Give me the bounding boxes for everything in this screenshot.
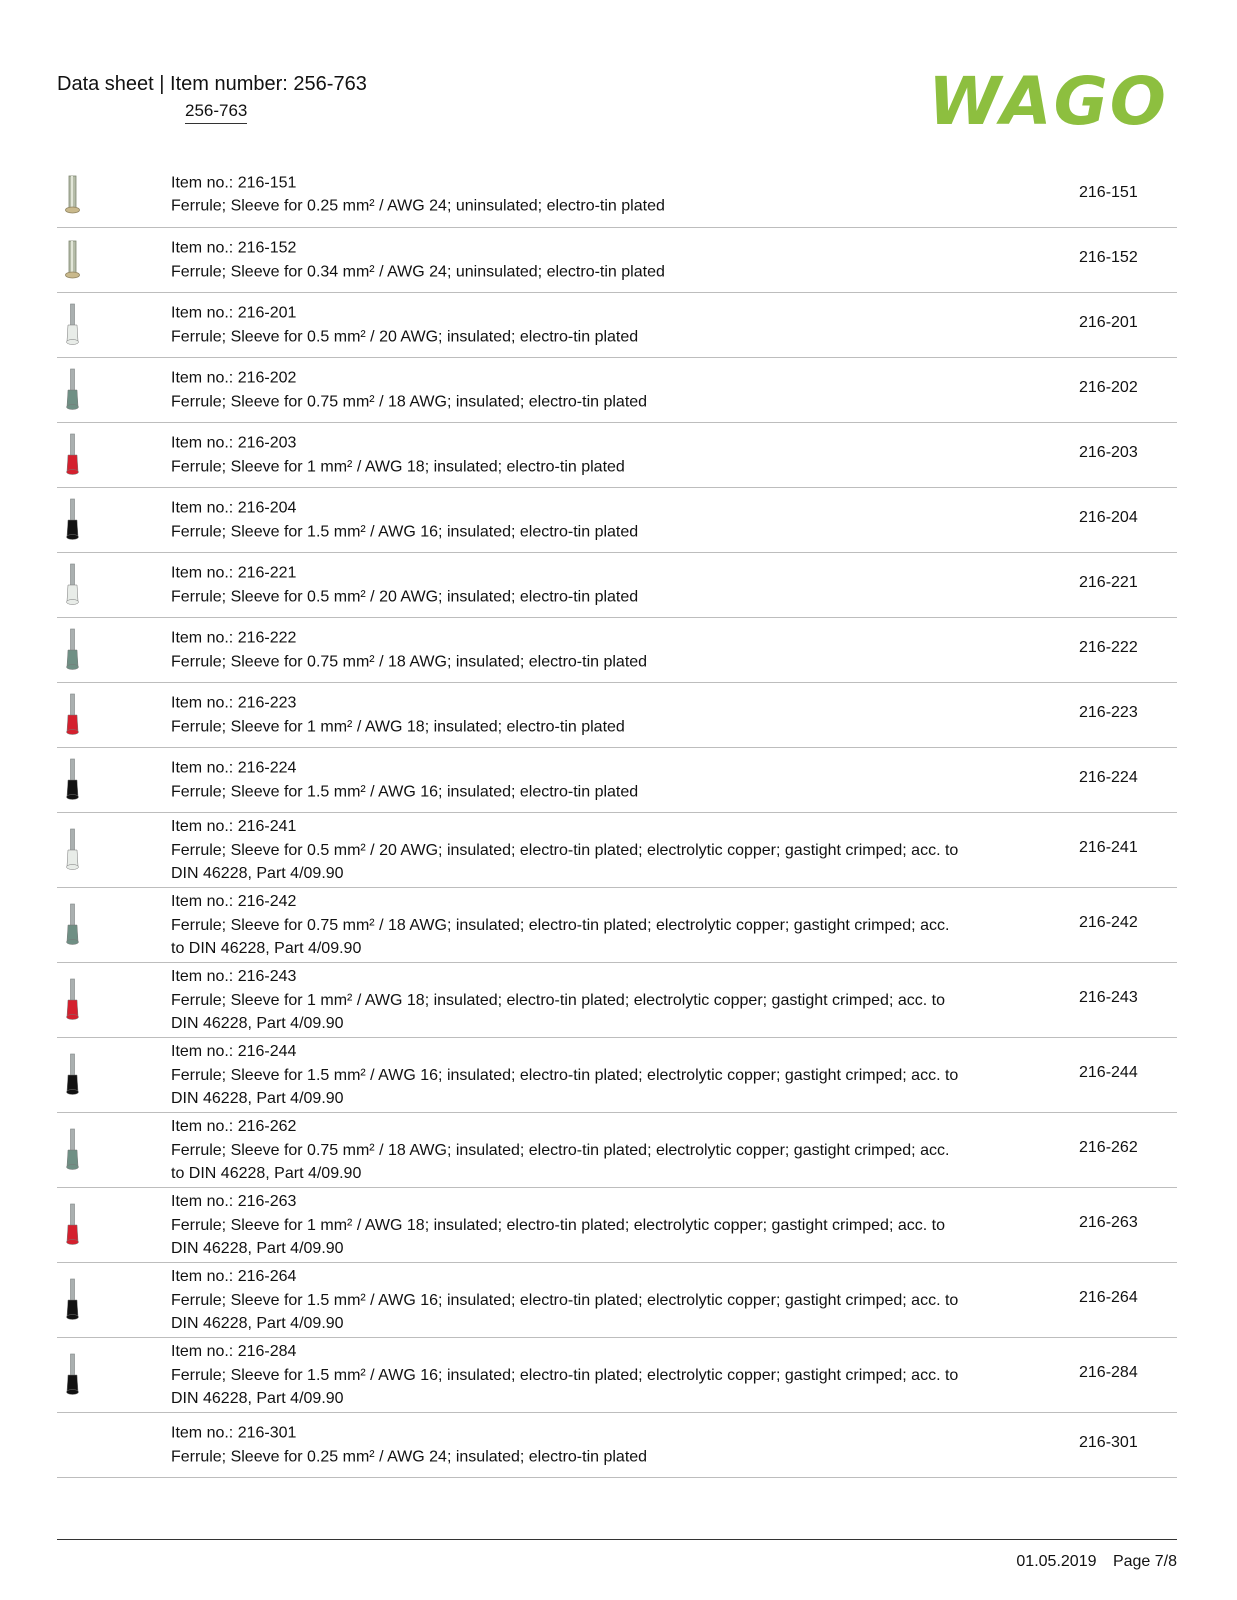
page-title: Data sheet | Item number: 256-763 [57,73,367,95]
ferrule-image [57,618,87,682]
item-description-block [171,237,967,284]
item-description-block [171,171,967,218]
ferrule-image [57,1113,87,1187]
item-code-link[interactable]: 216-284 [1079,1364,1138,1381]
item-row [57,1113,1177,1188]
item-description: Ferrule; Sleeve for 1 mm² / AWG 18; insulated; electro-tin plated; electrolytic copper; gastight crimped; acc. to DIN 46228, Part 4/09.90 [171,1216,945,1257]
item-code-link[interactable]: 216-241 [1079,839,1138,856]
item-description: Ferrule; Sleeve for 1.5 mm² / AWG 16; insulated; electro-tin plated; electrolytic copper; gastight crimped; acc. to DIN 46228, Part 4/09.90 [171,1366,959,1407]
item-number-label: Item no.: 216-301 [171,1424,297,1442]
item-description: Ferrule; Sleeve for 0.5 mm² / 20 AWG; insulated; electro-tin plated [171,588,639,605]
ferrule-icon [61,628,83,672]
item-description: Ferrule; Sleeve for 0.25 mm² / AWG 24; insulated; electro-tin plated [171,1448,648,1465]
item-description-block [171,815,967,886]
ferrule-image [57,683,87,747]
item-code-link[interactable]: 216-204 [1079,509,1138,526]
item-row [57,423,1177,488]
item-description: Ferrule; Sleeve for 1.5 mm² / AWG 16; insulated; electro-tin plated; electrolytic copper; gastight crimped; acc. to DIN 46228, Part 4/09.90 [171,1291,959,1332]
item-number-label: Item no.: 216-263 [171,1192,297,1210]
item-description-block [171,965,967,1036]
ferrule-icon [61,1353,83,1397]
item-description: Ferrule; Sleeve for 0.34 mm² / AWG 24; uninsulated; electro-tin plated [171,263,665,280]
item-code-link[interactable]: 216-152 [1079,249,1138,266]
ferrule-icon [61,433,83,477]
item-row [57,748,1177,813]
item-code-link[interactable]: 216-244 [1079,1064,1138,1081]
item-row [57,963,1177,1038]
item-number-label: Item no.: 216-244 [171,1042,297,1060]
footer-page: Page 7/8 [1112,1553,1177,1570]
item-number-label: Item no.: 216-242 [171,892,297,910]
item-number-label: Item no.: 216-262 [171,1117,297,1135]
ferrule-icon [61,693,83,737]
item-description-block [171,1040,967,1111]
item-description-block [171,627,967,674]
item-row [57,683,1177,748]
item-description: Ferrule; Sleeve for 0.5 mm² / 20 AWG; insulated; electro-tin plated [171,328,639,345]
item-number-label: Item no.: 216-241 [171,817,297,835]
item-description: Ferrule; Sleeve for 0.5 mm² / 20 AWG; insulated; electro-tin plated; electrolytic copper; gastight crimped; acc. to DIN 46228, Part 4/09.90 [171,841,959,882]
item-description-block [171,432,967,479]
item-row [57,1263,1177,1338]
item-description: Ferrule; Sleeve for 1 mm² / AWG 18; insulated; electro-tin plated [171,458,625,475]
item-number-label: Item no.: 216-224 [171,759,297,777]
ferrule-image [57,358,87,422]
ferrule-image [57,488,87,552]
item-description: Ferrule; Sleeve for 1 mm² / AWG 18; insulated; electro-tin plated; electrolytic copper; gastight crimped; acc. to DIN 46228, Part 4/09.90 [171,991,945,1032]
item-description-block [171,497,967,544]
item-description-block [171,1115,967,1186]
item-description: Ferrule; Sleeve for 0.75 mm² / 18 AWG; insulated; electro-tin plated; electrolytic copper; gastight crimped; acc. to DIN 46228, Part 4/09.90 [171,916,950,957]
ferrule-icon [61,1278,83,1322]
ferrule-icon [61,1128,83,1172]
item-number-label: Item no.: 216-152 [171,239,297,257]
item-description-block [171,1190,967,1261]
ferrule-image [57,888,87,962]
item-row [57,813,1177,888]
item-code-link[interactable]: 216-243 [1079,989,1138,1006]
item-description-block [171,890,967,961]
item-row [57,1038,1177,1113]
ferrule-icon [61,303,83,347]
item-description: Ferrule; Sleeve for 1.5 mm² / AWG 16; insulated; electro-tin plated [171,783,639,800]
item-description-block [171,757,967,804]
item-description: Ferrule; Sleeve for 0.75 mm² / 18 AWG; insulated; electro-tin plated [171,653,648,670]
item-row [57,228,1177,293]
ferrule-icon [61,239,83,281]
item-row [57,488,1177,553]
item-row [57,888,1177,963]
ferrule-image [57,162,87,227]
item-description-block [171,1340,967,1411]
ferrule-image [57,813,87,887]
item-description-block [171,367,967,414]
item-number-label: Item no.: 216-222 [171,629,297,647]
item-code-link[interactable]: 216-264 [1079,1289,1138,1306]
item-row [57,162,1177,228]
item-number-label: Item no.: 216-204 [171,499,297,517]
item-row [57,358,1177,423]
item-description: Ferrule; Sleeve for 1.5 mm² / AWG 16; insulated; electro-tin plated [171,523,639,540]
ferrule-icon [61,1053,83,1097]
item-description: Ferrule; Sleeve for 0.75 mm² / 18 AWG; insulated; electro-tin plated; electrolytic copper; gastight crimped; acc. to DIN 46228, Part 4/09.90 [171,1141,950,1182]
ferrule-image [57,748,87,812]
ferrule-icon [61,174,83,216]
ferrule-image [57,228,87,292]
ferrule-image [57,1188,87,1262]
item-description-block [171,562,967,609]
item-description-block [171,692,967,739]
item-code-link[interactable]: 216-151 [1079,183,1138,201]
item-description: Ferrule; Sleeve for 0.75 mm² / 18 AWG; insulated; electro-tin plated [171,393,648,410]
item-description: Ferrule; Sleeve for 1.5 mm² / AWG 16; insulated; electro-tin plated; electrolytic copper; gastight crimped; acc. to DIN 46228, Part 4/09.90 [171,1066,959,1107]
ferrule-icon [61,1203,83,1247]
item-list [57,162,1177,1478]
item-row [57,553,1177,618]
ferrule-image [57,1038,87,1112]
item-code-link[interactable]: 216-242 [1079,914,1138,931]
wago-logo [920,58,1176,144]
ferrule-image [57,293,87,357]
item-number-label: Item no.: 216-202 [171,369,297,387]
ferrule-image [57,553,87,617]
ferrule-icon [61,498,83,542]
item-number-label: Item no.: 216-201 [171,304,297,322]
ferrule-icon [61,758,83,802]
item-row [57,1338,1177,1413]
ferrule-image [57,1413,87,1477]
item-code-link[interactable]: 216-224 [1079,769,1138,786]
ferrule-image [57,1263,87,1337]
item-code-link[interactable]: 216-301 [1079,1434,1138,1451]
item-row [57,1188,1177,1263]
item-row [57,293,1177,358]
ferrule-icon [61,903,83,947]
item-code-link[interactable]: 216-202 [1079,379,1138,396]
ferrule-icon [61,828,83,872]
item-description-block [171,1422,967,1469]
item-code-link[interactable]: 216-263 [1079,1214,1138,1231]
item-number-label: Item no.: 216-284 [171,1342,297,1360]
item-number-link[interactable]: 256-763 [185,101,247,124]
ferrule-icon [61,368,83,412]
item-description-block [171,1265,967,1336]
item-code-link[interactable]: 216-203 [1079,444,1138,461]
item-number-label: Item no.: 216-223 [171,694,297,712]
ferrule-image [57,1338,87,1412]
item-number-label: Item no.: 216-221 [171,564,297,582]
footer-divider [57,1539,1177,1540]
item-code-link[interactable]: 216-223 [1079,704,1138,721]
item-code-link[interactable]: 216-201 [1079,314,1138,331]
item-code-link[interactable]: 216-221 [1079,574,1138,591]
ferrule-icon [61,563,83,607]
item-code-link[interactable]: 216-222 [1079,639,1138,656]
item-description-block [171,302,967,349]
item-number-label: Item no.: 216-203 [171,434,297,452]
logo-text: WAGO [928,63,1168,140]
item-description: Ferrule; Sleeve for 1 mm² / AWG 18; insulated; electro-tin plated [171,718,625,735]
footer-date: 01.05.2019 [1016,1553,1097,1570]
ferrule-image [57,423,87,487]
item-description: Ferrule; Sleeve for 0.25 mm² / AWG 24; uninsulated; electro-tin plated [171,197,665,215]
item-number-label: Item no.: 216-243 [171,967,297,985]
item-number-label: Item no.: 216-264 [171,1267,297,1285]
ferrule-image [57,963,87,1037]
item-number-label: Item no.: 216-151 [171,174,297,191]
item-row [57,1413,1177,1478]
footer [1004,1552,1177,1572]
item-row [57,618,1177,683]
item-code-link[interactable]: 216-262 [1079,1139,1138,1156]
ferrule-icon [61,978,83,1022]
